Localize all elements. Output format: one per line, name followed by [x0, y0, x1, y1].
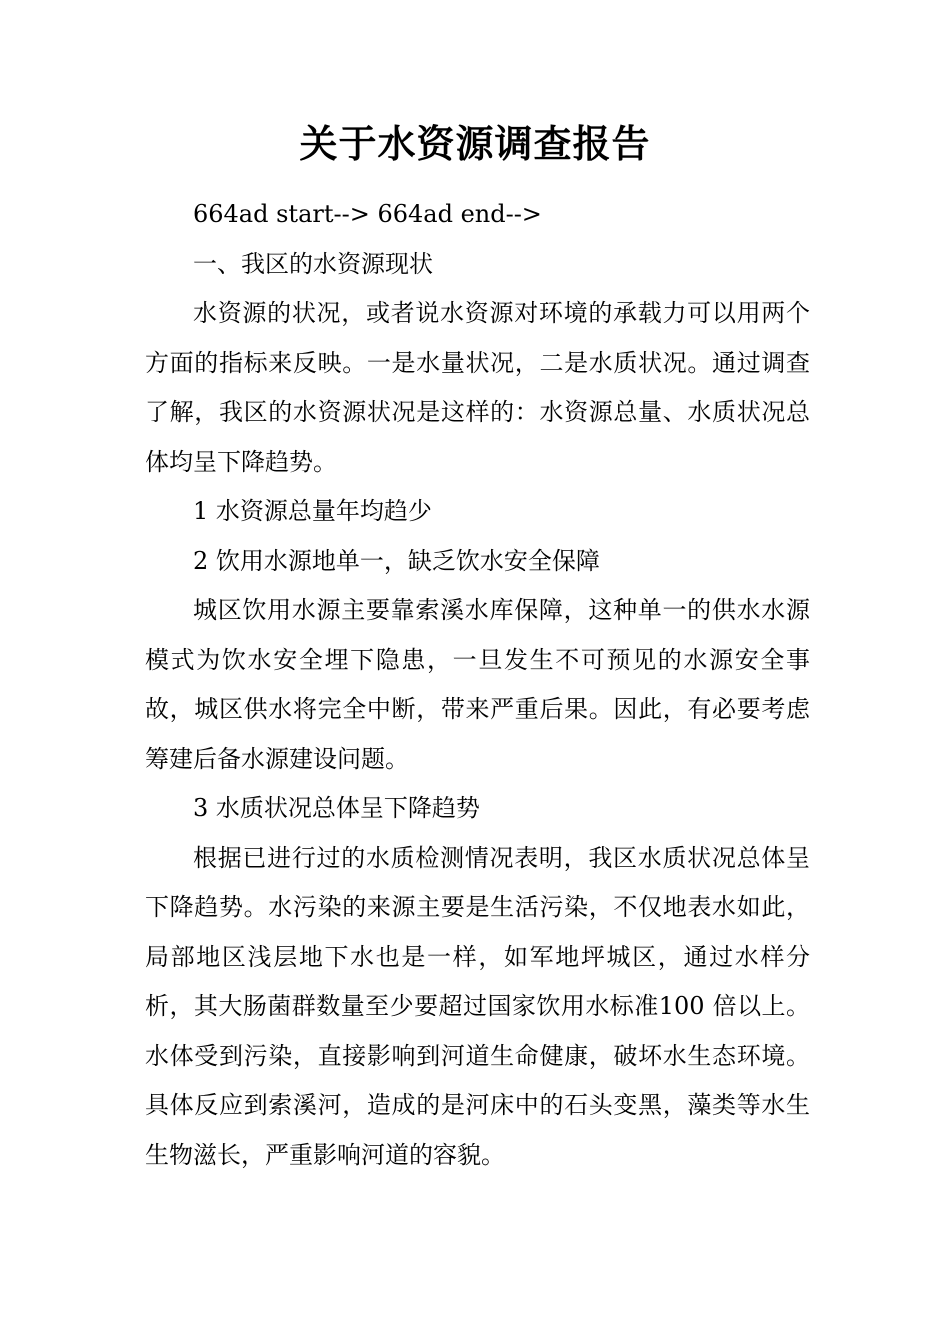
subheading-single-source: 2 饮用水源地单一，缺乏饮水安全保障 [193, 546, 600, 575]
paragraph-quality-decline: 根据已进行过的水质检测情况表明，我区水质状况总体呈下降趋势。水污染的来源主要是生活污染，不仅地表水如此，局部地区浅层地下水也是一样，如军地坪城区，通过水样分析，其大肠菌群数量至少要超过国家饮用水标准100 倍以上。水体受到污染，直接影响到河道生命健康，破坏水生态环境。具体反应到索溪河，造成的是河床中的石头变黑，藻类等水生生物滋长，严重影响河道的容貌。 [145, 843, 810, 1169]
subheading-quality-decline: 3 水质状况总体呈下降趋势 [193, 794, 480, 822]
document-body [145, 190, 810, 1180]
paragraph-ad-marker: 664ad start--> 664ad end--> [193, 200, 542, 228]
section-heading-status: 一、我区的水资源现状 [193, 249, 433, 278]
paragraph-overview: 水资源的状况，或者说水资源对环境的承载力可以用两个方面的指标来反映。一是水量状况，二是水质状况。通过调查了解，我区的水资源状况是这样的：水资源总量、水质状况总体均呈下降趋势。 [145, 299, 810, 476]
document-title: 关于水资源调查报告 [299, 121, 651, 166]
subheading-total-decrease: 1 水资源总量年均趋少 [193, 497, 432, 525]
paragraph-single-source: 城区饮用水源主要靠索溪水库保障，这种单一的供水水源模式为饮水安全埋下隐患，一旦发生不可预见的水源安全事故，城区供水将完全中断，带来严重后果。因此，有必要考虑筹建后备水源建设问题。 [145, 596, 810, 773]
